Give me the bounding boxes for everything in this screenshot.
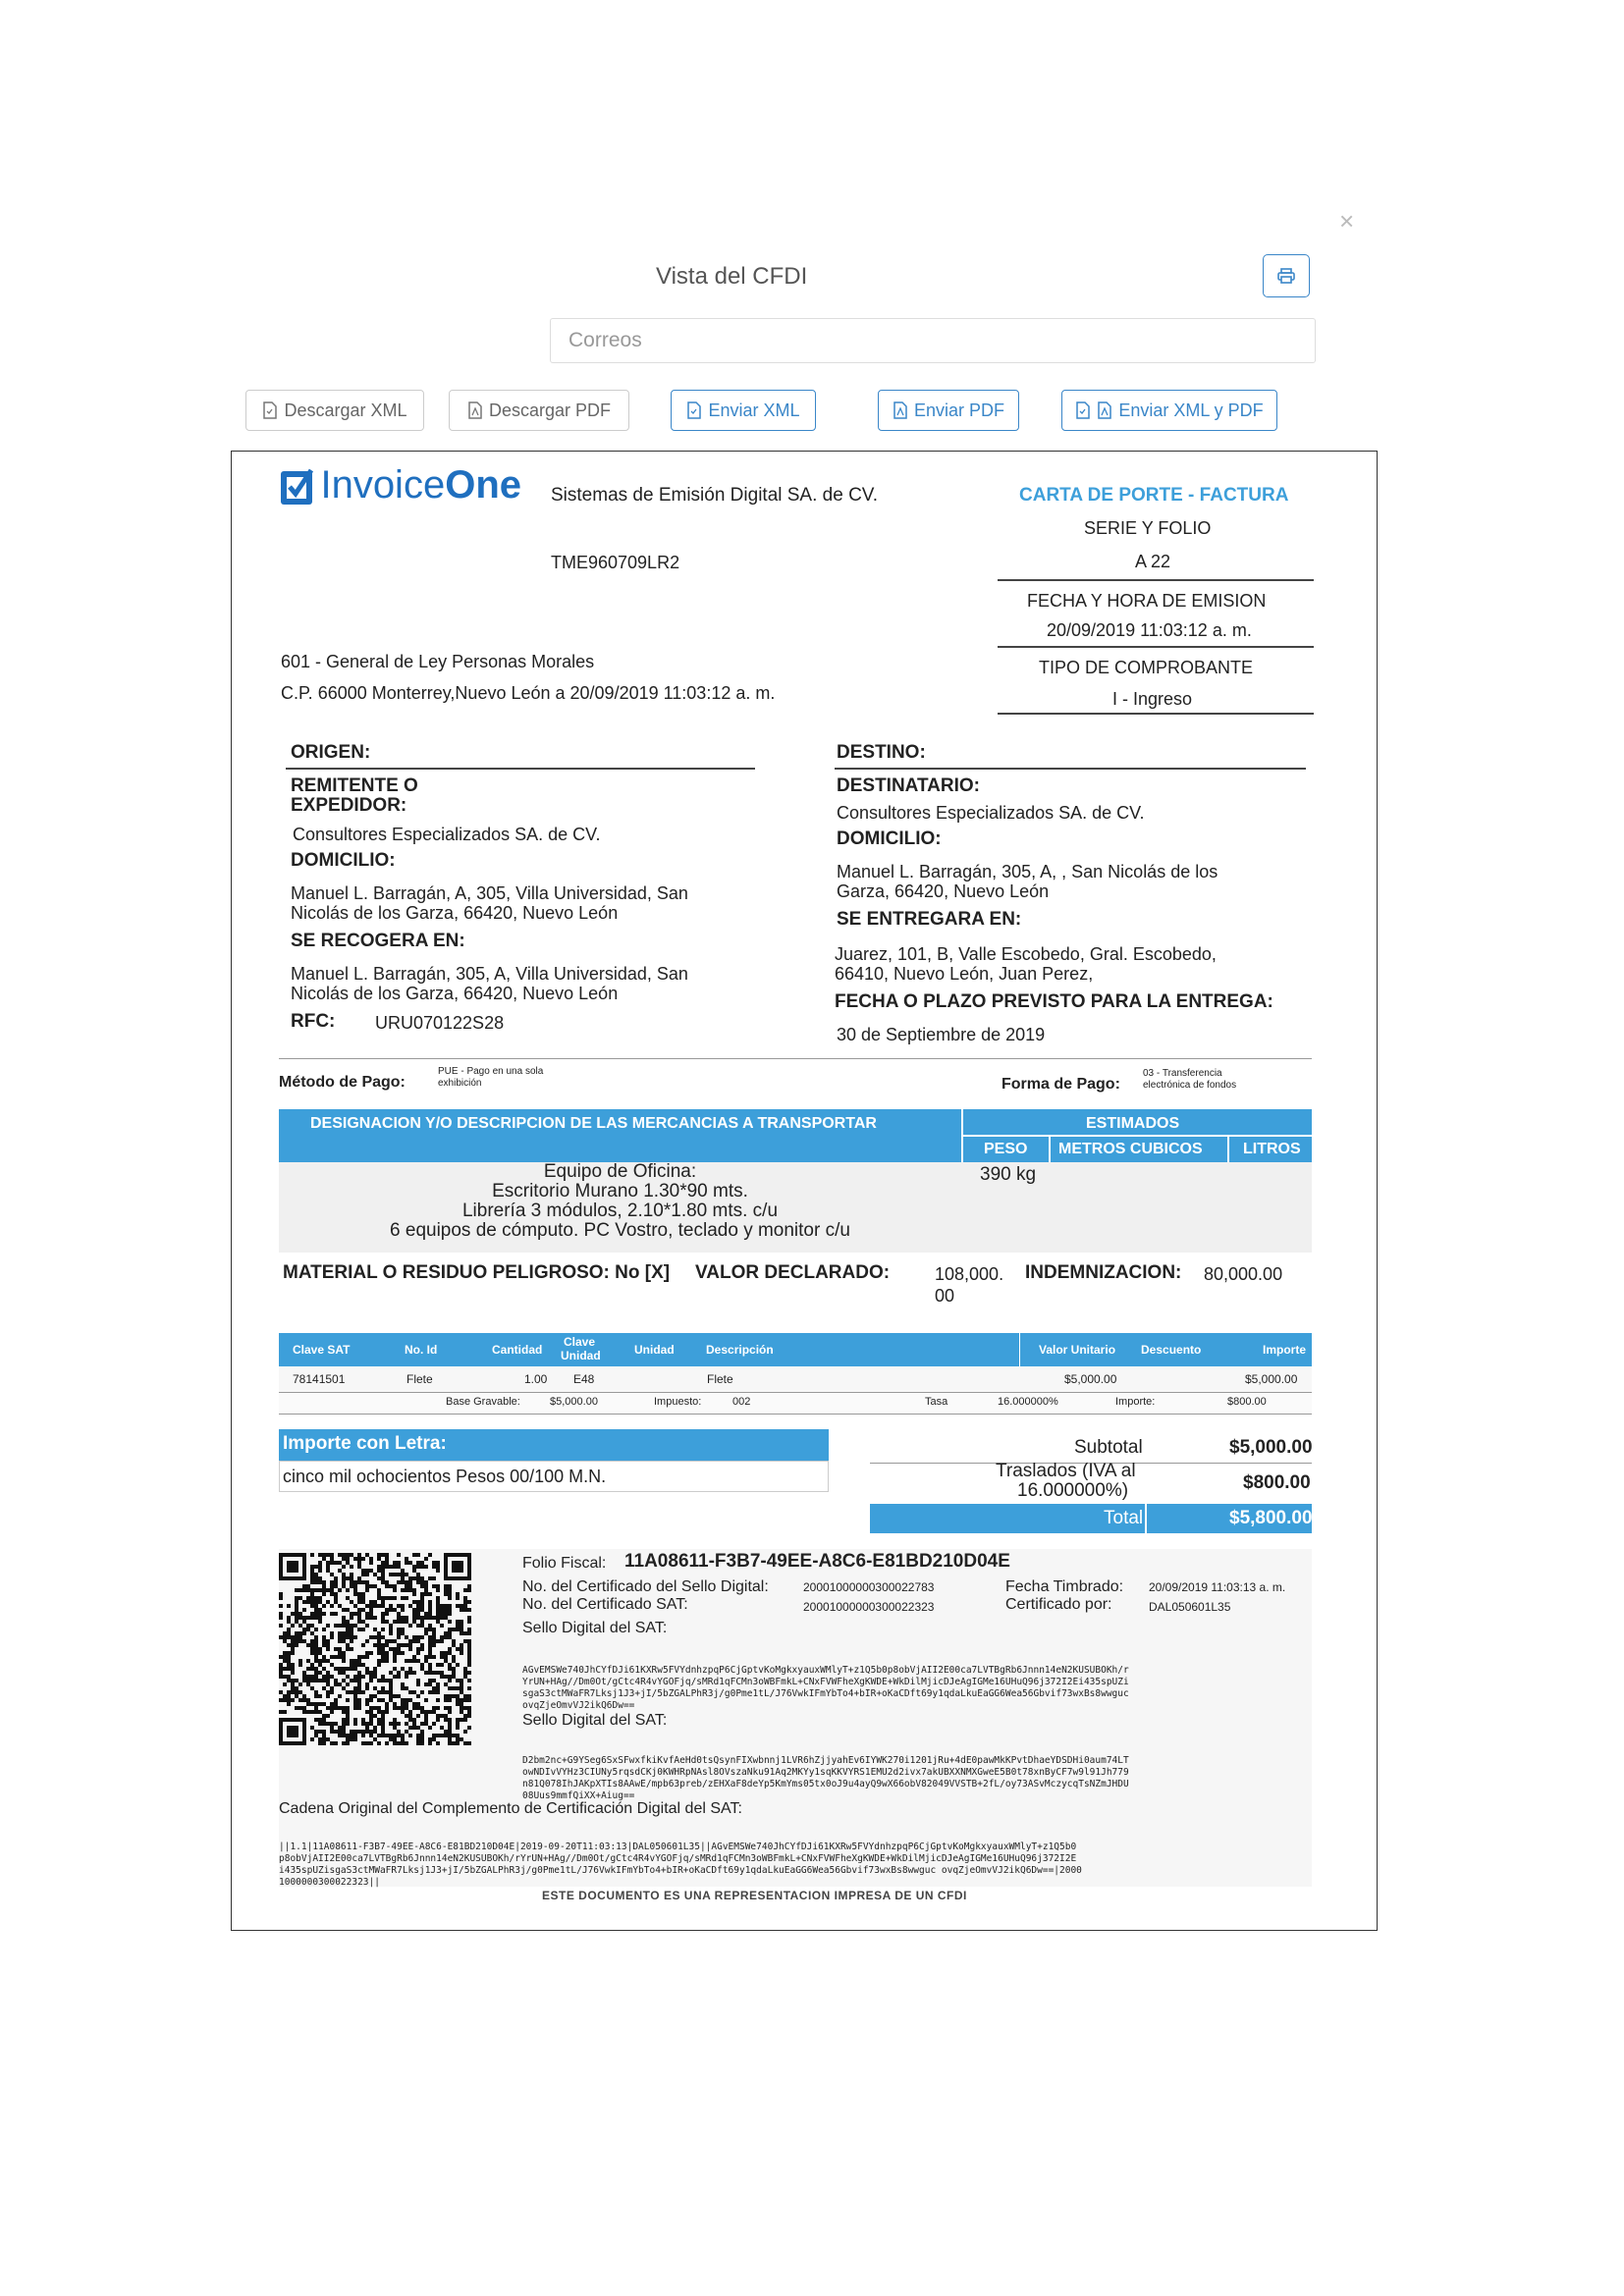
cadena-original: ||1.1|11A08611-F3B7-49EE-A8C6-E81BD210D04E|2019-09-20T11:03:13|DAL050601L35||AGvEMSWe740JhCYfDJi61KXRw5FVYdnhzpqP6CjGptvKoMgkxyauxWMlyT+z1Q5b0 p8obVjAII2E00ca7LVTBgRb6Jnnn14eN2KUSUBOKh/rYrUN+HAg//Dm0Ot/gCtc4R4vYGOFjq/sMRd1qFCMn3oWBFmkL+CNxFVWFheXgKWDE+WkDilMjicDJeAgIGMe16UHuQ96j372I2E i435spUZisgaS3ctMWaFR7Lksj1J3+jI/5bZGALPhR3j/g0Pme1tL/J76VwkIFmYbTo4+bIR+oKaCDft69y1qdaLkuEaGG6Wea56Gbvif73wxBs8wwguc ovqZjeOmvVJ2ikQ6Dw==|2000 1000000300022323|| [279,1842,1082,1888]
row-clave-sat: 78141501 [293,1372,346,1386]
col-descuento: Descuento [1141,1343,1202,1357]
fecha-label: FECHA Y HORA DE EMISION [1027,591,1267,611]
document-footer: ESTE DOCUMENTO ES UNA REPRESENTACION IMPRESA DE UN CFDI [542,1889,967,1902]
cfdi-document [231,451,1378,1931]
subtotal-value: $5,000.00 [1229,1437,1313,1458]
download-pdf-label: Descargar PDF [488,400,612,420]
mercancia-desc-2: Escritorio Murano 1.30*90 mts. [492,1181,748,1201]
mercancia-desc-3: Librería 3 módulos, 2.10*1.80 mts. c/u [461,1201,779,1221]
tax-impuesto: 002 [732,1396,751,1408]
tax-tasa-label: Tasa [925,1396,948,1408]
cert-sello: 20001000000300022783 [803,1580,935,1594]
emails-input[interactable] [550,318,1316,363]
tipo-value: I - Ingreso [1112,689,1193,709]
sello-digital: AGvEMSWe740JhCYfDJi61KXRw5FVYdnhzpqP6CjGptvKoMgkxyauxWMlyT+z1Q5b0p8obVjAII2E00ca7LVTBgRb6Jnnn14eN2KUSUBOKh/r YrUN+HAg//Dm0Ot/gCtc4R4vYGOFjq/sMRd1qFCMn3oWBFmkL+CNxFVWFheXgKWDE+WkDilMjicDJeAgIGMe16UHuQ96j372I2Ei435spUZi sgaS3ctMWaFR7Lksj1J3+jI/5bZGALPhR3j/g0Pme1tL/J76VwkIFmYbTo4+bIR+oKaCDft69y1qdaLkuEaGG6Wea56Gbvif73wxBs8wwguc ovqZjeOmvVJ2ikQ6Dw== [522,1665,1129,1711]
tax-tasa: 16.000000% [998,1396,1058,1408]
download-xml-button[interactable] [245,390,424,431]
destinatario-label: DESTINATARIO: [837,775,981,796]
issuer-regime: 601 - General de Ley Personas Morales [281,652,595,671]
peso-header: PESO [984,1141,1028,1157]
col-no-id: No. Id [405,1343,438,1357]
print-button[interactable] [1263,254,1310,297]
destino-domicilio-2: Garza, 66420, Nuevo León [837,881,1050,901]
tax-base-label: Base Gravable: [446,1396,520,1408]
entregar-2: 66410, Nuevo León, Juan Perez, [835,964,1094,984]
pdf-file-icon [1097,401,1112,419]
origen-domicilio-1: Manuel L. Barragán, A, 305, Villa Universidad, San [291,883,688,903]
col-valor-unitario: Valor Unitario [1039,1343,1116,1357]
row-valor-unitario: $5,000.00 [1064,1372,1117,1386]
traslados-value: $800.00 [1243,1472,1311,1493]
qr-code [279,1553,471,1745]
plazo-label: FECHA O PLAZO PREVISTO PARA LA ENTREGA: [835,991,1273,1012]
fecha-timbrado-label: Fecha Timbrado: [1005,1578,1124,1595]
remitente-label-1: REMITENTE O [291,775,418,796]
xml-file-icon [686,401,702,419]
valor-declarado-1: 108,000. [935,1264,1004,1284]
issuer-rfc: TME960709LR2 [551,553,680,572]
checkbox-logo-icon [279,465,316,508]
sello-digital-2: D2bm2nc+G9YSeg6SxSFwxfkiKvfAeHd0tsQsynFIXwbnnj1LVR6hZjjyahEv6IYWK270i1201jRu+4dE0pawMkKPvtDhaeYDSDHi0aum74LT owNDIvVYHz3CIUNy5rqsdCKj0KWHRpNAsl8OVszaNku91Aq2MKYy1sqKKVYRS1EMU2d2ivx7akUBXXNMXGweE5B0t78xnByCF7w9l91Jh779 n81Q078IhJAKpXTIs8AAwE/mpb63preb/zEHXaF8deYp5KmYms05tx0oJ9u4ayQ9wX66obV82049VVSTB+2fL/oy73ASvMczycqTsNZmJHDU 08Uus9mmfQiXX+Aiug== [522,1755,1129,1801]
col-clave-unidad-1: Clave [564,1335,596,1349]
tipo-label: TIPO DE COMPROBANTE [1039,658,1254,677]
tax-importe-label: Importe: [1115,1396,1156,1408]
importe-letra: cinco mil ochocientos Pesos 00/100 M.N. [283,1467,607,1486]
estimados-label: ESTIMADOS [1086,1115,1180,1132]
col-importe: Importe [1263,1343,1307,1357]
row-cantidad: 1.00 [524,1372,548,1386]
total-value: $5,800.00 [1229,1508,1313,1528]
mercancia-desc-4: 6 equipos de cómputo. PC Vostro, teclado y monitor c/u [390,1220,850,1241]
xml-file-icon [1075,401,1091,419]
col-clave-unidad-2: Unidad [561,1349,601,1362]
col-descripcion: Descripción [706,1343,774,1357]
modal-title: Vista del CFDI [656,263,808,290]
cert-sat-label: No. del Certificado SAT: [522,1596,688,1613]
pdf-file-icon [893,401,908,419]
send-xml-pdf-button[interactable] [1061,390,1277,431]
origen-rfc: URU070122S28 [375,1013,505,1033]
row-no-id: Flete [406,1372,433,1386]
traslados-label-1: Traslados (IVA al [996,1461,1136,1481]
origen-domicilio-2: Nicolás de los Garza, 66420, Nuevo León [291,903,619,923]
cert-sat: 20001000000300022323 [803,1600,935,1614]
traslados-label-2: 16.000000%) [1017,1480,1129,1501]
printer-icon [1277,268,1295,284]
send-xml-label: Enviar XML [708,400,800,420]
cert-sello-label: No. del Certificado del Sello Digital: [522,1578,769,1595]
sello-label: Sello Digital del SAT: [522,1620,668,1636]
cadena-label: Cadena Original del Complemento de Certificación Digital del SAT: [279,1800,742,1817]
valor-declarado-label: VALOR DECLARADO: [695,1262,891,1283]
origen-domicilio-label: DOMICILIO: [291,850,396,871]
row-clave-unidad: E48 [573,1372,595,1386]
origen-rfc-label: RFC: [291,1011,336,1032]
importe-letra-label: Importe con Letra: [283,1433,447,1454]
row-descripcion: Flete [707,1372,733,1386]
serie-label: SERIE Y FOLIO [1084,518,1212,538]
forma-pago-label: Forma de Pago: [1001,1076,1120,1093]
issuer-place-date: C.P. 66000 Monterrey,Nuevo León a 20/09/2019 11:03:12 a. m. [281,683,776,703]
folio-fiscal: 11A08611-F3B7-49EE-A8C6-E81BD210D04E [624,1551,1010,1572]
sello2-label: Sello Digital del SAT: [522,1712,668,1729]
entregar-1: Juarez, 101, B, Valle Escobedo, Gral. Escobedo, [835,944,1217,964]
send-pdf-button[interactable] [878,390,1019,431]
col-cantidad: Cantidad [492,1343,543,1357]
recoger-label: SE RECOGERA EN: [291,931,465,951]
tax-impuesto-label: Impuesto: [654,1396,702,1408]
mercancia-desc-1: Equipo de Oficina: [543,1161,697,1182]
serie-value: A 22 [1135,552,1171,571]
forma-pago-1: 03 - Transferencia [1143,1068,1222,1079]
issuer-name: Sistemas de Emisión Digital SA. de CV. [551,485,879,506]
peso-value: 390 kg [980,1164,1037,1185]
valor-declarado-2: 00 [935,1286,955,1306]
send-xml-button[interactable] [671,390,816,431]
tax-base: $5,000.00 [550,1396,598,1408]
indemnizacion-value: 80,000.00 [1204,1264,1283,1284]
subtotal-label: Subtotal [1074,1437,1143,1458]
document-type: CARTA DE PORTE - FACTURA [1019,485,1289,506]
total-label: Total [1104,1508,1144,1528]
entregar-label: SE ENTREGARA EN: [837,909,1022,930]
destino-domicilio-1: Manuel L. Barragán, 305, A, , San Nicolás de los [837,862,1218,881]
metros-header: METROS CUBICOS [1058,1141,1203,1157]
folio-fiscal-label: Folio Fiscal: [522,1555,607,1572]
destino-title: DESTINO: [837,742,926,763]
pdf-file-icon [467,401,483,419]
col-unidad: Unidad [634,1343,675,1357]
logo-text-light: Invoice [320,463,446,507]
download-pdf-button[interactable] [449,390,629,431]
metodo-pago-1: PUE - Pago en una sola [438,1066,544,1077]
forma-pago-2: electrónica de fondos [1143,1080,1237,1091]
plazo-value: 30 de Septiembre de 2019 [837,1025,1046,1044]
tax-importe: $800.00 [1227,1396,1267,1408]
logo-text-bold: One [445,463,521,507]
send-pdf-label: Enviar PDF [913,400,1005,420]
remitente-name: Consultores Especializados SA. de CV. [293,825,601,844]
litros-header: LITROS [1243,1141,1301,1157]
destinatario-name: Consultores Especializados SA. de CV. [837,803,1145,823]
certificado-por: DAL050601L35 [1149,1600,1231,1614]
download-xml-label: Descargar XML [284,400,407,420]
indemnizacion-label: INDEMNIZACION: [1025,1262,1182,1283]
metodo-pago-label: Método de Pago: [279,1074,406,1091]
xml-file-icon [262,401,278,419]
origen-title: ORIGEN: [291,742,371,763]
send-xml-pdf-label: Enviar XML y PDF [1118,400,1264,420]
close-icon[interactable]: × [1339,206,1355,236]
fecha-timbrado: 20/09/2019 11:03:13 a. m. [1149,1580,1286,1594]
fecha-value: 20/09/2019 11:03:12 a. m. [1047,620,1252,640]
col-clave-sat: Clave SAT [293,1343,351,1357]
material-peligroso: MATERIAL O RESIDUO PELIGROSO: No [X] [283,1262,671,1283]
mercancias-header: DESIGNACION Y/O DESCRIPCION DE LAS MERCANCIAS A TRANSPORTAR [310,1115,877,1132]
recoger-1: Manuel L. Barragán, 305, A, Villa Universidad, San [291,964,688,984]
invoiceone-logo [279,465,521,509]
certificado-por-label: Certificado por: [1005,1596,1112,1613]
row-importe: $5,000.00 [1245,1372,1298,1386]
metodo-pago-2: exhibición [438,1078,482,1089]
recoger-2: Nicolás de los Garza, 66420, Nuevo León [291,984,619,1003]
destino-domicilio-label: DOMICILIO: [837,828,942,849]
remitente-label-2: EXPEDIDOR: [291,795,407,816]
